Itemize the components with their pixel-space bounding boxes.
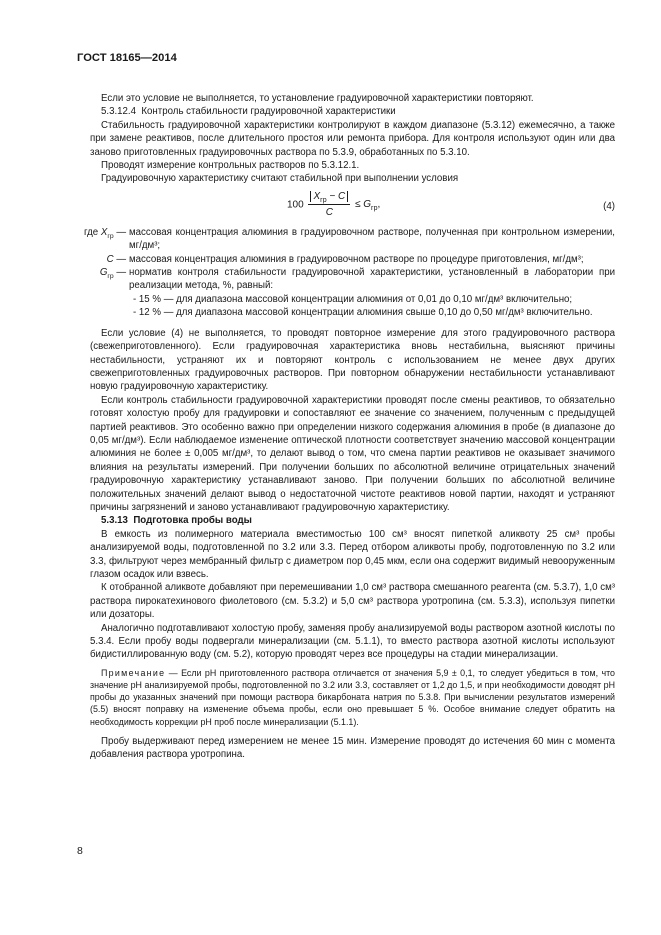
formula-expression [287,190,380,220]
definition-g-text: норматив контроля стабильности градуировочной характеристики, установленный в лаборатории при реализации метода, %, равный: [129,267,615,292]
paragraph: В емкость из полимерного материала вместимостью 100 см³ вносят пипеткой аликвоту 25 см³ пробы анализируемой воды, подготовленной по 3.2 или 3.3. Перед отбором аликвоты пробу, подготовленную по 3.2 или 3.3, фильтруют через мембранный фильтр с диаметром пор 0,45 мкм, если она содержит видимый невооруженным глазом осадок или взвесь. [90,528,615,580]
section-number: 5.3.12.4 [101,106,137,118]
paragraph: Если это условие не выполняется, то установление градуировочной характеристики повторяют. [101,93,534,104]
list-item: - 15 % — для диапазона массовой концентрации алюминия от 0,01 до 0,10 мг/дм³ включительно; [133,293,573,305]
definition-symbol [70,253,129,266]
formula-var-x: X [313,190,321,202]
section-heading-5-3-12-4 [90,105,615,118]
formula-var-g: ≤ G [355,199,372,211]
formula-sub: гр [371,205,378,213]
paragraph: К отобранной аликвоте добавляют при перемешивании 1,0 см³ раствора смешанного реагента (см. 5.3.7), 1,0 см³ раствора пирокатехинового фиолетового (см. 5.3.2) и 5,0 см³ раствора уротропина (см. 5.3.3), используя пипетки или дозаторы. [90,582,615,621]
list-item: - 12 % — для диапазона массовой концентрации алюминия свыше 0,10 до 0,50 мг/дм³ включительно. [133,307,593,319]
page-body [84,92,615,762]
symbol-g: G [99,267,108,279]
symbol-sub: гр [107,273,114,280]
definition-symbol [70,266,129,320]
section-number: 5.3.13 [101,515,128,527]
paragraph: Если условие (4) не выполняется, то проводят повторное измерение для этого градуировочного раствора (свежеприготовленного). Если градуировочная характеристика вновь нестабильна, выясняют причины нестабильности, устраняют их и повторяют контроль с использованием не менее двух других свежеприготовленных градуировочных растворов. При повторном обнаружении нестабильности устанавливают новую градуировочную характеристику. [90,327,615,393]
section-heading-5-3-13 [90,514,615,527]
note-text: — Если pH приготовленного раствора отличается от значения 5,9 ± 0,1, то следует убедиться в том, что значение pH анализируемой пробы, подготовленной по 3.2 или 3.3, составляет от 1,2 до 1,5, и при необходимости доводят pH пробы до указанных значений при помощи раствора бикарбоната натрия по 5.3.8. При вычислении результатов измерений (5.5) вносят поправку на изменение объема пробы, если оно превышает 5 %. Особое внимание следует обратить на необходимость коррекции pH проб после минерализации (5.1.1). [90,667,615,727]
note-label: Примечание [101,667,166,678]
symbol-x: X [100,226,108,238]
definition-text: массовая концентрация алюминия в градуировочном растворе по процедуре приготовления, мг/дм³; [129,253,584,265]
page-number: 8 [77,845,83,857]
fraction-denominator: C [325,207,333,219]
paragraph: Градуировочную характеристику считают стабильной при выполнении условия [101,173,459,185]
definition-dash: — [116,267,126,279]
symbol-sub: гр [107,232,114,240]
definition-x [70,226,615,253]
formula-sub: гр [320,196,327,204]
section-title: Подготовка пробы воды [133,515,252,527]
paragraph: Аналогично подготавливают холостую пробу, заменяя пробу анализируемой воды раствором азотной кислоты по 5.3.4. Если пробу воды подвергали минерализации (см. 5.1.1), то вместо раствора азотной кислоты используют бидистиллированную воду (см. 5.2), которую проводят через все процедуры на стадии минерализации. [90,622,615,661]
formula-coefficient: 100 [287,199,304,211]
definition-c [70,253,615,266]
definition-dash: — [116,226,126,238]
definition-text [129,266,615,320]
formula-number: (4) [603,200,615,212]
document-code: ГОСТ 18165—2014 [77,52,177,64]
note [90,667,615,728]
formula-var-c: − C [326,190,346,202]
paragraph: Пробу выдерживают перед измерением не менее 15 мин. Измерение проводят до истечения 60 мин с момента добавления раствора уротропина. [90,735,615,761]
paragraph: Проводят измерение контрольных растворов по 5.3.12.1. [101,160,360,172]
formula-comma: , [377,199,381,211]
formula-4 [90,186,615,226]
formula-leq [355,199,381,213]
paragraph: Стабильность градуировочной характеристики контролируют в каждом диапазоне (5.3.12) ежемесячно, а также при замене реактивов, после длительного простоя или ремонта прибора. Для контроля используют один или два заново приготовленных градуировочных раствора по 5.3.9, обработанных по 5.3.10. [90,119,615,158]
section-title: Контроль стабильности градуировочной характеристики [141,106,396,118]
where-word: где [84,226,99,238]
definition-text: массовая концентрация алюминия в градуировочном растворе, полученная при контрольном измерении, мг/дм³; [129,226,615,252]
fraction-numerator [308,190,350,205]
definition-dash: — [116,253,126,265]
definition-g-items [133,293,615,320]
symbol-c: C [106,253,114,265]
paragraph: Если контроль стабильности градуировочной характеристики проводят после смены реактивов, то обязательно готовят холостую пробу для градуировки и сопоставляют ее значение со значением, полученным с предыдущей партией реактивов. Это особенно важно при определении низкого содержания алюминия в пробе (в диапазоне до 0,05 мг/дм³). Если наблюдаемое изменение оптической плотности соответствует значению массовой концентрации алюминия не более ± 0,005 мг/дм³, то делают вывод о том, что смена партии реактивов не оказывает значимого влияния на результаты измерений. При получении больших по абсолютной величине отрицательных значений градуировочную характеристику устанавливают заново. При получении больших по абсолютной величине положительных значений делают вывод о недостаточной чистоте реактивов новой партии, находят и устраняют причины загрязнений и заново устанавливают градуировочную характеристику. [90,394,615,513]
definitions-list [70,226,615,320]
definition-g [70,266,615,320]
definition-symbol [70,226,129,253]
formula-fraction [308,190,350,220]
